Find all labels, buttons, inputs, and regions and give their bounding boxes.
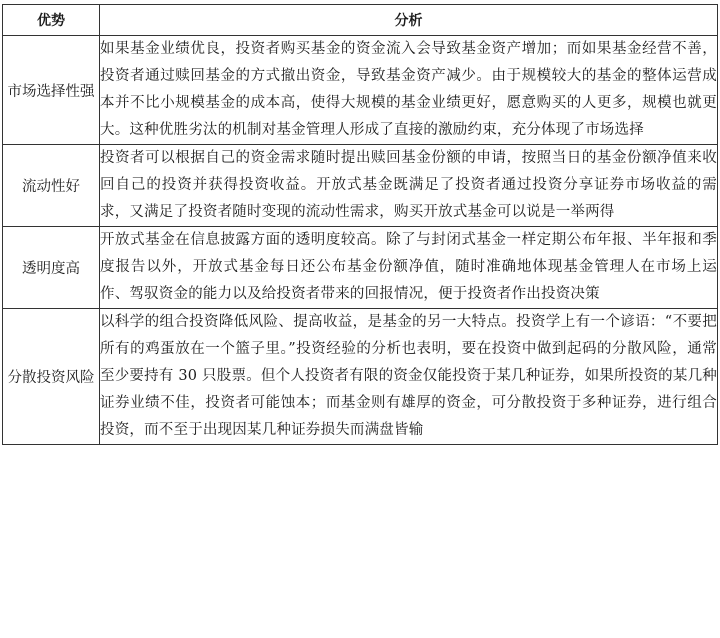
table-row [3,227,718,309]
row-advantage-label: 分散投资风险 [3,309,100,445]
row-analysis-text: 如果基金业绩优良，投资者购买基金的资金流入会导致基金资产增加；而如果基金经营不善，投资者通过赎回基金的方式撤出资金，导致基金资产减少。由于规模较大的基金的整体运营成本并不比小规模基金的成本高，使得大规模的基金业绩更好，愿意购买的人更多，规模也就更大。这种优胜劣汰的机制对基金管理人形成了直接的激励约束，充分体现了市场选择 [100,36,718,145]
row-analysis-text: 以科学的组合投资降低风险、提高收益，是基金的另一大特点。投资学上有一个谚语：“不要把所有的鸡蛋放在一个篮子里。”投资经验的分析也表明，要在投资中做到起码的分散风险，通常至少要持有 30 只股票。但个人投资者有限的资金仅能投资于某几种证券，如果所投资的某几种证券业绩不佳，投资者可能蚀本；而基金则有雄厚的资金，可分散投资于多种证券，进行组合投资，而不至于出现因某几种证券损失而满盘皆输 [100,309,718,445]
row-advantage-label: 市场选择性强 [3,36,100,145]
table-row [3,145,718,227]
header-advantage: 优势 [3,5,100,36]
header-row [3,5,718,36]
row-analysis-text: 投资者可以根据自己的资金需求随时提出赎回基金份额的申请，按照当日的基金份额净值来收回自己的投资并获得投资收益。开放式基金既满足了投资者通过投资分享证券市场收益的需求，又满足了投资者随时变现的流动性需求，购买开放式基金可以说是一举两得 [100,145,718,227]
row-advantage-label: 透明度高 [3,227,100,309]
table-row [3,309,718,445]
advantages-table [2,4,718,445]
table-row [3,36,718,145]
header-analysis: 分析 [100,5,718,36]
row-advantage-label: 流动性好 [3,145,100,227]
row-analysis-text: 开放式基金在信息披露方面的透明度较高。除了与封闭式基金一样定期公布年报、半年报和季度报告以外，开放式基金每日还公布基金份额净值，随时准确地体现基金管理人在市场上运作、驾驭资金的能力以及给投资者带来的回报情况，便于投资者作出投资决策 [100,227,718,309]
